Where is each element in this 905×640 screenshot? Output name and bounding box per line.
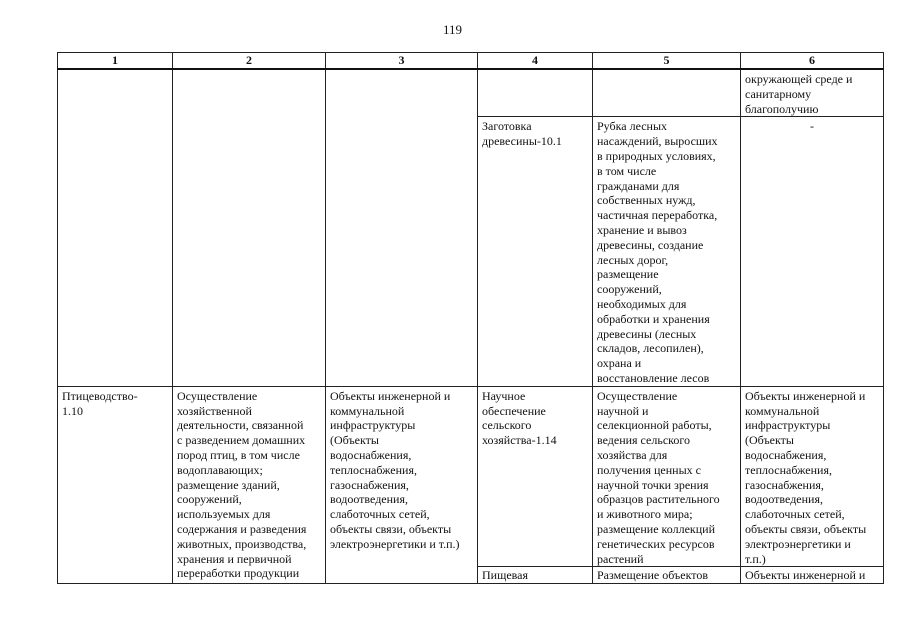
table-row [58, 117, 884, 386]
table-cell: окружающей среде и санитарному благополучию [741, 69, 884, 117]
table-cell: Объекты инженерной и коммунальной инфраструктуры (Объекты водоснабжения, теплоснабжения, газоснабжения, водоотведения, слаботочных сетей, объекты связи, объекты электроэнергетики и т.п.) [326, 386, 478, 584]
table-row [58, 386, 884, 567]
table-cell: Рубка лесных насаждений, выросших в природных условиях, в том числе гражданами для собственных нужд, частичная переработка, хранение и вывоз древесины, создание лесных дорог, размещение сооружений, необходимых для обработки и хранения древесины (лесных складов, лесопилен), охрана и восстановление лесов [593, 117, 741, 386]
table-cell [173, 69, 326, 117]
column-number-2: 2 [173, 53, 326, 70]
page-number: 119 [442, 22, 463, 37]
table-cell [593, 69, 741, 117]
table-cell: Пищевая [478, 567, 593, 584]
table-cell: Заготовка древесины-10.1 [478, 117, 593, 386]
table-cell: Научное обеспечение сельского хозяйства-1.14 [478, 386, 593, 567]
table-cell [58, 117, 173, 386]
column-number-6: 6 [741, 53, 884, 70]
table-cell [173, 117, 326, 386]
table-cell [58, 69, 173, 117]
column-number-5: 5 [593, 53, 741, 70]
table-cell: Осуществление научной и селекционной работы, ведения сельского хозяйства для получения ценных с научной точки зрения образцов растительного и животного мира; размещение коллекций генетических ресурсов растений [593, 386, 741, 567]
table-cell: Птицеводство- 1.10 [58, 386, 173, 584]
table-cell [478, 69, 593, 117]
table-cell: Размещение объектов [593, 567, 741, 584]
column-number-4: 4 [478, 53, 593, 70]
table-cell [326, 117, 478, 386]
table-cell: - [741, 117, 884, 386]
table-cell: Объекты инженерной и коммунальной инфраструктуры (Объекты водоснабжения, теплоснабжения, газоснабжения, водоотведения, слаботочных сетей, объекты связи, объекты электроэнергетики и т.п.) [741, 386, 884, 567]
table-header-row [58, 53, 884, 70]
table-cell [326, 69, 478, 117]
column-number-3: 3 [326, 53, 478, 70]
column-number-1: 1 [58, 53, 173, 70]
table-cell: Осуществление хозяйственной деятельности, связанной с разведением домашних пород птиц, в том числе водоплавающих; размещение зданий, сооружений, используемых для содержания и разведения животных, производства, хранения и первичной переработки продукции [173, 386, 326, 584]
land-use-table [57, 52, 884, 584]
table-cell: Объекты инженерной и [741, 567, 884, 584]
table-row [58, 69, 884, 117]
